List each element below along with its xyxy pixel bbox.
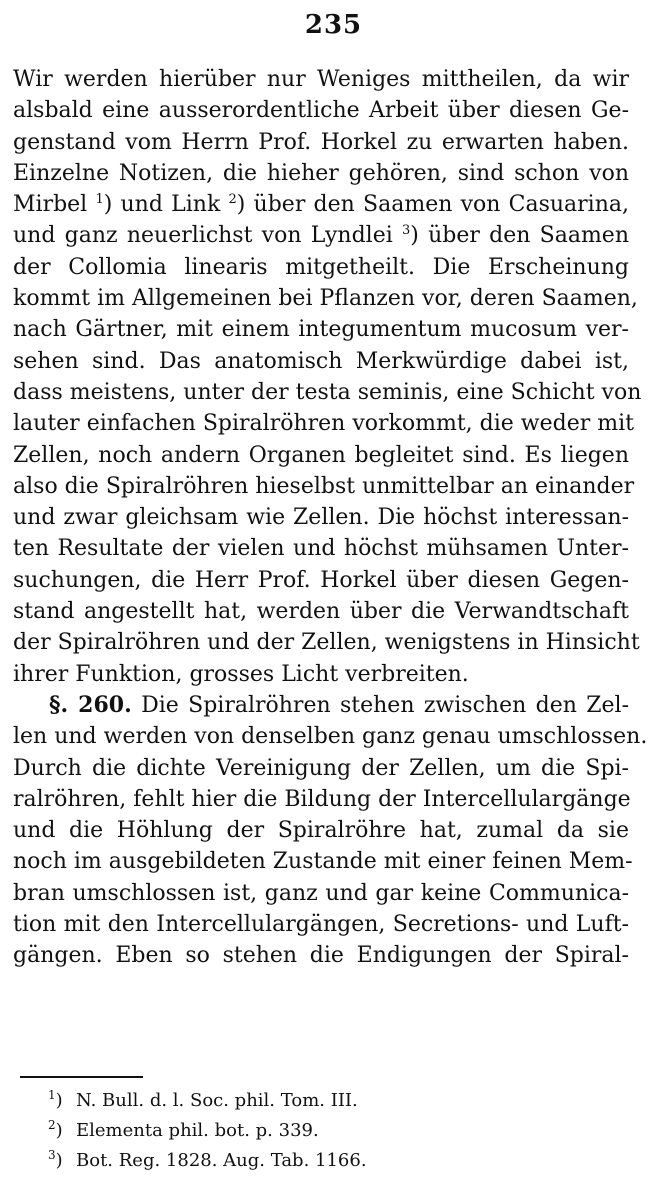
text-line: Durch die dichte Vereinigung der Zellen, um die Spi- [13, 755, 629, 781]
text-segment: Die Spiralröhren stehen zwischen den Zel- [131, 692, 629, 718]
footnote-number: 2 [48, 1118, 56, 1132]
footnote-paren: ) [55, 1120, 63, 1141]
footnote-marker [48, 1116, 76, 1146]
text-line: dass meistens, unter der testa seminis, eine Schicht von [13, 379, 642, 405]
text-line: tion mit den Intercellulargängen, Secretions- und Luft- [13, 912, 629, 938]
footnote [48, 1116, 608, 1146]
footnote-marker [48, 1086, 76, 1116]
text-segment: ) über den Saamen von Casuarina, [236, 192, 629, 218]
text-line: und die Höhlung der Spiralröhre hat, zumal da sie [13, 818, 629, 844]
footnote-marker [48, 1146, 76, 1176]
text-line: der Spiralröhren und der Zellen, wenigstens in Hinsicht [13, 630, 640, 656]
footnote-paren: ) [55, 1150, 63, 1171]
text-line: der Collomia linearis mitgetheilt. Die Erscheinung [13, 254, 629, 280]
page-number: 235 [304, 10, 363, 40]
text-segment: ) und Link [103, 192, 229, 218]
footnote-divider [20, 1076, 143, 1078]
text-line: also die Spiralröhren hieselbst unmittelbar an einander [13, 473, 635, 499]
text-line: ralröhren, fehlt hier die Bildung der Intercellulargänge [13, 786, 631, 812]
text-line [13, 220, 629, 251]
section-number: §. 260. [49, 691, 132, 718]
footnote-paren: ) [55, 1090, 63, 1111]
text-segment: und ganz neuerlichst von Lyndlei [13, 223, 402, 249]
text-line: genstand vom Herrn Prof. Horkel zu erwarten haben. [13, 129, 629, 155]
text-line: sehen sind. Das anatomisch Merkwürdige dabei ist, [13, 348, 629, 374]
text-line: kommt im Allgemeinen bei Pflanzen vor, deren Saamen, [13, 286, 638, 312]
footnote-text: Elementa phil. bot. p. 339. [76, 1120, 319, 1141]
footnote-reference: 3 [402, 223, 411, 239]
text-line: stand angestellt hat, werden über die Verwandtschaft [13, 599, 629, 625]
footnote-reference: 2 [228, 192, 237, 208]
text-line: gängen. Eben so stehen die Endigungen der Spiral- [13, 943, 629, 969]
footnote-number: 1 [48, 1088, 56, 1102]
footnote-text: N. Bull. d. l. Soc. phil. Tom. III. [76, 1090, 358, 1111]
section-heading-line [13, 690, 629, 721]
text-line: len und werden von denselben ganz genau umschlossen. [13, 724, 648, 750]
main-text-block [13, 64, 648, 972]
text-line: bran umschlossen ist, ganz und gar keine Communica- [13, 880, 629, 906]
text-line: suchungen, die Herr Prof. Horkel über diesen Gegen- [13, 567, 629, 593]
text-line: noch im ausgebildeten Zustande mit einer feinen Mem- [13, 849, 633, 875]
footnote [48, 1146, 608, 1176]
text-line: ten Resultate der vielen und höchst mühsamen Unter- [13, 536, 629, 562]
footnotes [48, 1086, 608, 1176]
text-segment: ) über den Saamen [410, 223, 629, 249]
text-line [13, 189, 629, 220]
text-line: alsbald eine ausserordentliche Arbeit über diesen Ge- [13, 98, 629, 124]
text-line: Zellen, noch andern Organen begleitet sind. Es liegen [13, 442, 629, 468]
text-line: Einzelne Notizen, die hieher gehören, sind schon von [13, 160, 629, 186]
footnote-reference: 1 [95, 192, 104, 208]
text-line: und zwar gleichsam wie Zellen. Die höchst interessan- [13, 505, 629, 531]
text-line: ihrer Funktion, grosses Licht verbreiten. [13, 661, 469, 687]
text-segment: Mirbel [13, 192, 96, 218]
footnote [48, 1086, 608, 1116]
text-line: lauter einfachen Spiralröhren vorkommt, die weder mit [13, 411, 634, 437]
footnote-text: Bot. Reg. 1828. Aug. Tab. 1166. [76, 1150, 367, 1171]
text-line: Wir werden hierüber nur Weniges mittheilen, da wir [13, 67, 629, 92]
text-line: nach Gärtner, mit einem integumentum mucosum ver- [13, 317, 629, 343]
footnote-number: 3 [48, 1148, 56, 1162]
